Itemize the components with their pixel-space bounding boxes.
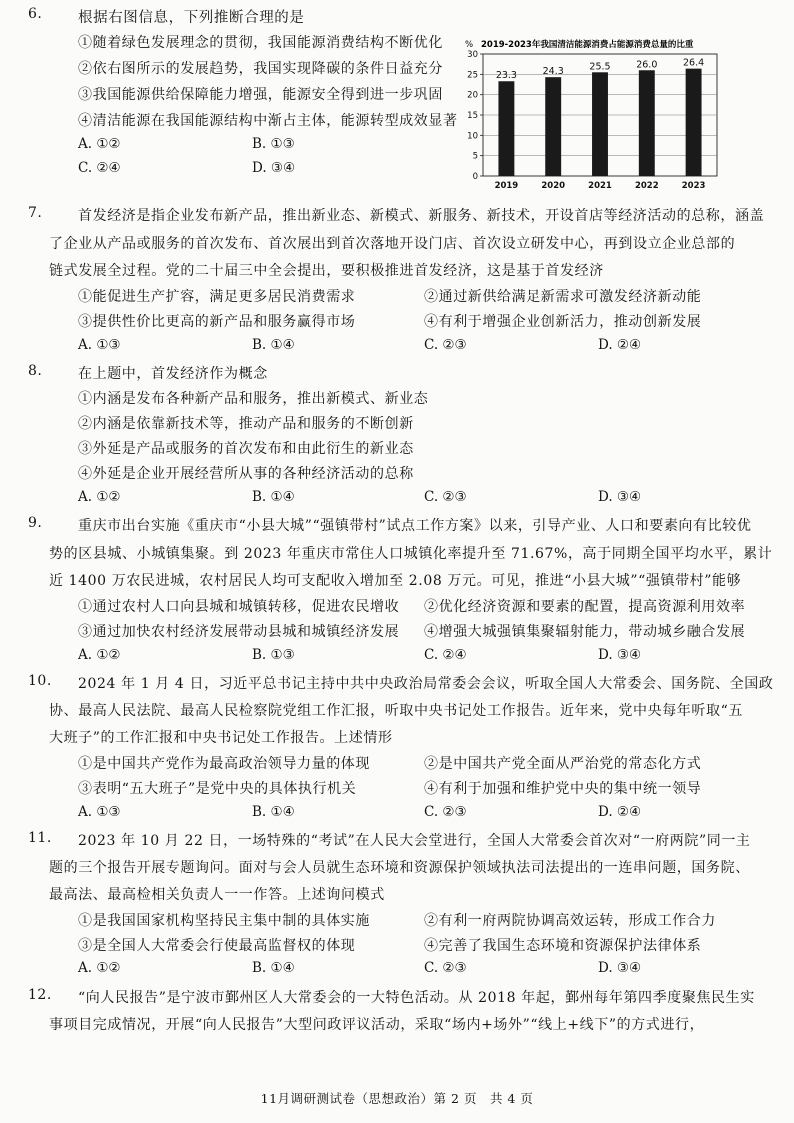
chart-value-label: 26.4 [683,57,705,69]
question-9-statement-1: ①通过农村人口向县城和城镇转移，促进农民增收 [78,599,400,615]
question-8-statement-1: ①内涵是发布各种新产品和服务，推出新模式、新业态 [78,391,429,407]
question-6-option-b[interactable]: B. ①③ [252,136,295,152]
question-7-statement-2: ②通过新供给满足新需求可激发经济新动能 [424,289,702,305]
question-7-option-a[interactable]: A. ①③ [78,337,121,353]
question-11-option-a[interactable]: A. ①② [78,960,121,976]
question-8-statement-3: ③外延是产品或服务的首次发布和由此衍生的新业态 [78,441,414,457]
question-8-stem: 在上题中，首发经济作为概念 [78,366,268,382]
question-11-stem-line-2: 题的三个报告开展专题询问。面对与会人员就生态环境和资源保护领域执法司法提出的一连串问题，国务院、 [49,860,750,876]
question-9-statement-3: ③通过加快农村经济发展带动县城和城镇经济发展 [78,624,400,640]
chart-title: 2019-2023年我国清洁能源消费占能源消费总量的比重 [481,40,694,50]
question-9-stem-line-2: 势的区县城、小城镇集聚。到 2023 年重庆市常住人口城镇化率提升至 71.67%，高于同期全国平均水平，累计 [49,546,773,562]
chart-ytick-label: 30 [467,50,478,60]
question-9-option-a[interactable]: A. ①② [78,647,121,663]
question-7-option-b[interactable]: B. ①④ [252,337,295,353]
question-11-stem-line-3: 最高法、最高检相关负责人一一作答。上述询问模式 [49,887,385,903]
question-9-option-d[interactable]: D. ③④ [598,647,642,663]
question-8-option-d[interactable]: D. ③④ [598,489,642,505]
chart-value-label: 24.3 [542,66,564,78]
chart-ytick-label: 15 [467,111,478,121]
question-10-stem-line-3: 大班子”的工作汇报和中央书记处工作报告。上述情形 [49,730,393,746]
chart-ytick-label: 10 [467,131,478,142]
question-6-option-a[interactable]: A. ①② [78,136,121,152]
question-7-stem-line-1: 首发经济是指企业发布新产品，推出新业态、新模式、新服务、新技术，开设首店等经济活动的总称，涵盖 [78,208,765,224]
question-7-option-c[interactable]: C. ②③ [424,337,467,353]
question-10-option-d[interactable]: D. ②④ [598,804,642,820]
question-11-statement-4: ④完善了我国生态环境和资源保护法律体系 [424,938,702,954]
question-12-stem-line-1: “向人民报告”是宁波市鄞州区人大常委会的一大特色活动。从 2018 年起，鄞州每年第四季度聚焦民生实 [78,990,755,1006]
chart-category-label: 2020 [541,181,566,191]
chart-category-label: 2022 [634,181,659,191]
question-7-statement-3: ③提供性价比更高的新产品和服务赢得市场 [78,314,356,330]
chart-category-label: 2021 [588,181,612,191]
question-9-statement-4: ④增强大城强镇集聚辐射能力，带动城乡融合发展 [424,624,746,640]
question-10-stem-line-1: 2024 年 1 月 4 日，习近平总书记主持中共中央政治局常委会会议，听取全国人大常委会、国务院、全国政 [78,676,774,692]
question-11-option-c[interactable]: C. ②③ [424,960,467,976]
question-8-statement-4: ④外延是企业开展经营所从事的各种经济活动的总称 [78,466,414,482]
page-footer: 11月调研测试卷（思想政治）第 2 页 共 4 页 [260,1091,534,1106]
question-7-statement-4: ④有利于增强企业创新活力，推动创新发展 [424,314,702,330]
question-6-option-d[interactable]: D. ③④ [252,160,296,176]
question-10-statement-2: ②是中国共产党全面从严治党的常态化方式 [424,756,702,772]
question-6-stem: 根据右图信息，下列推断合理的是 [78,10,305,26]
question-11-statement-2: ②有利一府两院协调高效运转，形成工作合力 [424,913,716,929]
question-6-statement-3: ③我国能源供给保障能力增强，能源安全得到进一步巩固 [78,87,443,103]
question-6-option-c[interactable]: C. ②④ [78,160,121,176]
question-9-statement-2: ②优化经济资源和要素的配置，提高资源利用效率 [424,599,746,615]
chart-bars [495,58,706,191]
chart-value-label: 25.5 [589,61,611,73]
chart-category-label: 2019 [494,181,519,191]
question-8-option-c[interactable]: C. ②③ [424,489,467,505]
question-6-number: 6. [28,6,43,22]
chart-ytick-label: 0 [472,172,478,182]
question-10-option-a[interactable]: A. ①③ [78,804,121,820]
question-11-option-d[interactable]: D. ③④ [598,960,642,976]
chart-bar-2022 [639,70,655,176]
chart-ytick-label: 25 [467,70,478,81]
question-9-stem-line-1: 重庆市出台实施《重庆市“小县大城”“强镇带村”试点工作方案》以来，引导产业、人口和要素向有比较优 [78,518,752,534]
question-8-number: 8. [28,363,43,379]
chart-value-label: 23.3 [495,70,517,82]
question-10-statement-1: ①是中国共产党作为最高政治领导力量的体现 [78,756,370,772]
chart-bar-2023 [686,69,702,176]
chart-ytick-label: 5 [472,151,478,162]
chart-bar-2019 [498,81,514,176]
clean-energy-bar-chart [465,36,775,194]
question-10-number: 10. [28,673,52,689]
question-10-stem-line-2: 协、最高人民法院、最高人民检察院党组工作汇报，听取中央书记处工作报告。近年来，党中央每年听取“五 [49,703,743,719]
question-8-option-a[interactable]: A. ①② [78,489,121,505]
question-11-option-b[interactable]: B. ①④ [252,960,295,976]
question-8-option-b[interactable]: B. ①④ [252,489,295,505]
question-6-statement-4: ④清洁能源在我国能源结构中渐占主体，能源转型成效显著 [78,113,458,129]
question-7-number: 7. [28,205,43,221]
question-11-stem-line-1: 2023 年 10 月 22 日，一场特殊的“考试”在人民大会堂进行，全国人大常委会首次对“一府两院”同一主 [78,833,751,849]
question-9-option-b[interactable]: B. ①③ [252,647,295,663]
question-6-statement-2: ②依右图所示的发展趋势，我国实现降碳的条件日益充分 [78,61,443,77]
question-9-number: 9. [28,515,43,531]
question-10-statement-3: ③表明“五大班子”是党中央的具体执行机关 [78,781,357,797]
question-10-option-c[interactable]: C. ②③ [424,804,467,820]
question-9-stem-line-3: 近 1400 万农民进城，农村居民人均可支配收入增加至 2.08 万元。可见，推进“小县大城”“强镇带村”能够 [49,573,742,589]
question-10-statement-4: ④有利于加强和维护党中央的集中统一领导 [424,781,702,797]
question-11-statement-1: ①是我国国家机构坚持民主集中制的具体实施 [78,913,370,929]
question-12-number: 12. [28,987,52,1003]
chart-value-label: 26.0 [636,59,658,71]
question-11-number: 11. [28,830,52,846]
chart-bar-2021 [592,72,608,176]
chart-category-label: 2023 [681,181,706,191]
question-10-option-b[interactable]: B. ①④ [252,804,295,820]
question-11-statement-3: ③是全国人大常委会行使最高监督权的体现 [78,938,356,954]
question-8-statement-2: ②内涵是依靠新技术等，推动产品和服务的不断创新 [78,416,414,432]
question-9-option-c[interactable]: C. ②④ [424,647,467,663]
question-7-stem-line-3: 链式发展全过程。党的二十届三中全会提出，要积极推进首发经济，这是基于首发经济 [49,263,604,279]
chart-ytick-label: 20 [467,90,478,101]
question-7-stem-line-2: 了企业从产品或服务的首次发布、首次展出到首次落地开设门店、首次设立研发中心，再到设立企业总部的 [49,236,736,252]
question-7-statement-1: ①能促进生产扩容，满足更多居民消费需求 [78,289,356,305]
question-12-stem-line-2: 事项目完成情况，开展“向人民报告”大型问政评议活动，采取“场内+场外”“线上+线下”的方式进行， [49,1017,705,1033]
question-6-statement-1: ①随着绿色发展理念的贯彻，我国能源消费结构不断优化 [78,35,443,51]
chart-bar-2020 [545,77,561,176]
chart-ylabel: % [465,40,474,50]
question-7-option-d[interactable]: D. ②④ [598,337,642,353]
